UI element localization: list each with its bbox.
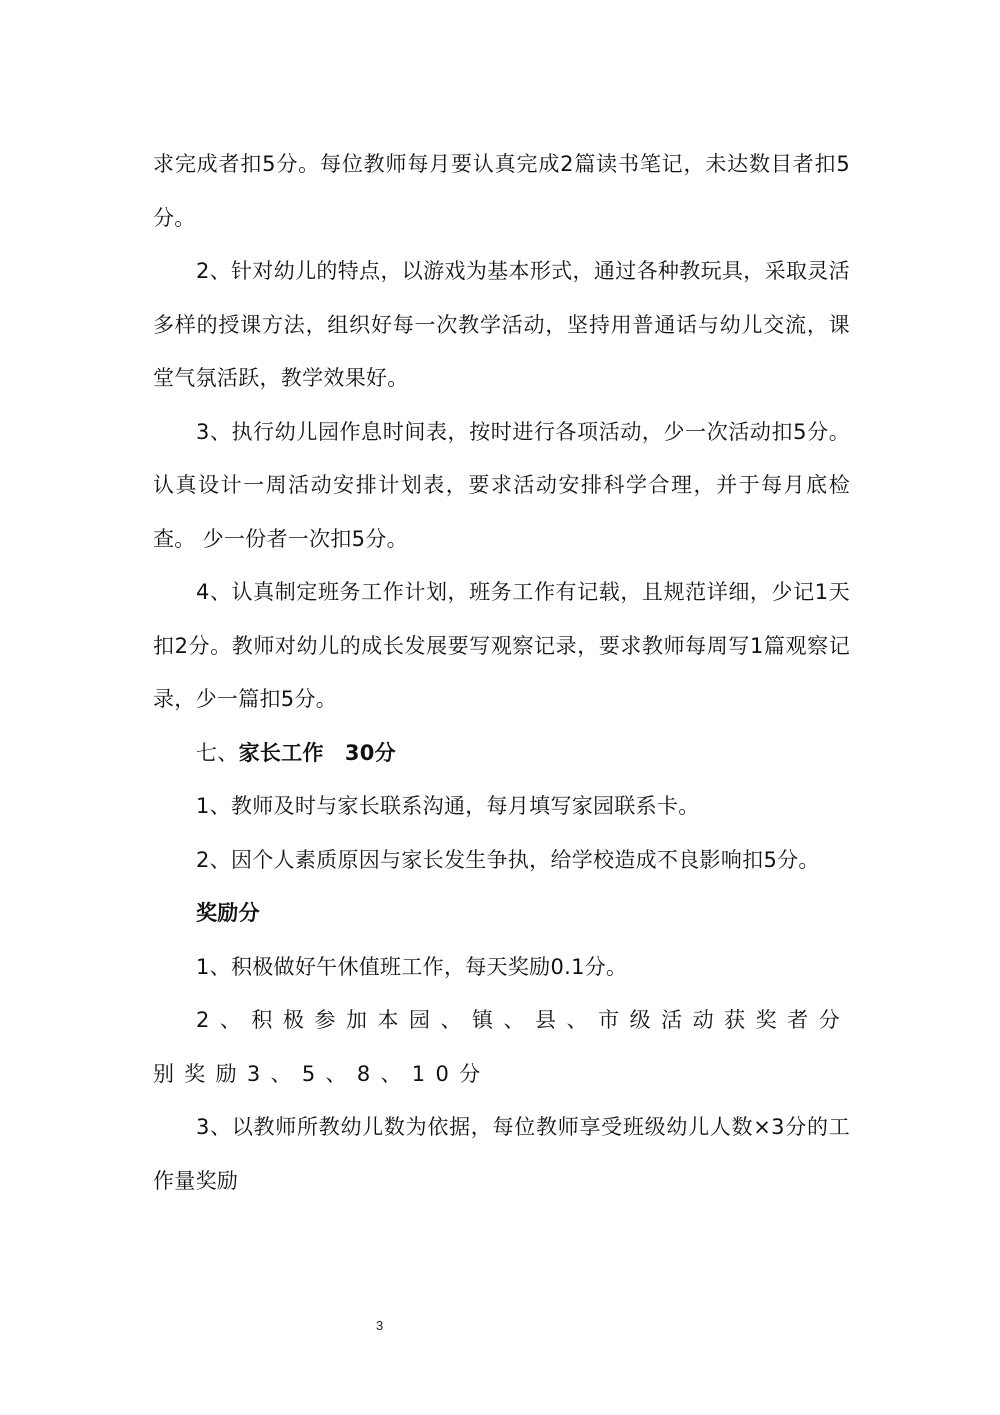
parent-work-item-2: 2、因个人素质原因与家长发生争执，给学校造成不良影响扣5分。	[196, 847, 820, 872]
paragraph-item-3: 3、执行幼儿园作息时间表，按时进行各项活动，少一次活动扣5分。认真设计一周活动安排计划表，要求活动安排科学合理，并于每月底检查。 少一份者一次扣5分。	[153, 419, 850, 551]
reward-item-1: 1、积极做好午休值班工作，每天奖励0.1分。	[196, 954, 628, 979]
reward-item-3: 3、以教师所教幼儿数为依据，每位教师享受班级幼儿人数×3分的工作量奖励	[153, 1115, 850, 1193]
parent-work-item-1: 1、教师及时与家长联系沟通，每月填写家园联系卡。	[196, 794, 700, 818]
section-heading-title: 家长工作	[238, 740, 324, 765]
page-number: 3	[376, 1318, 384, 1333]
reward-item-2: 2、积极参加本园、镇、县、市级活动获奖者分别奖励3、5、8、10分	[153, 1008, 850, 1086]
paragraph-item-2: 2、针对幼儿的特点，以游戏为基本形式，通过各种教玩具，采取灵活多样的授课方法，组织好每一次教学活动，坚持用普通话与幼儿交流，课堂气氛活跃，教学效果好。	[153, 259, 850, 390]
section-heading-score: 30分	[344, 740, 396, 765]
document-body	[153, 138, 850, 1208]
paragraph-item-4: 4、认真制定班务工作计划，班务工作有记载，且规范详细，少记1天扣2分。教师对幼儿的成长发展要写观察记录，要求教师每周写1篇观察记录，少一篇扣5分。	[153, 580, 850, 711]
section-heading-parent-work	[153, 727, 850, 781]
paragraph-continuation: 求完成者扣5分。每位教师每月要认真完成2篇读书笔记，未达数目者扣5分。	[153, 152, 850, 230]
section-heading-prefix: 七、	[196, 740, 239, 765]
reward-heading: 奖励分	[196, 901, 260, 925]
